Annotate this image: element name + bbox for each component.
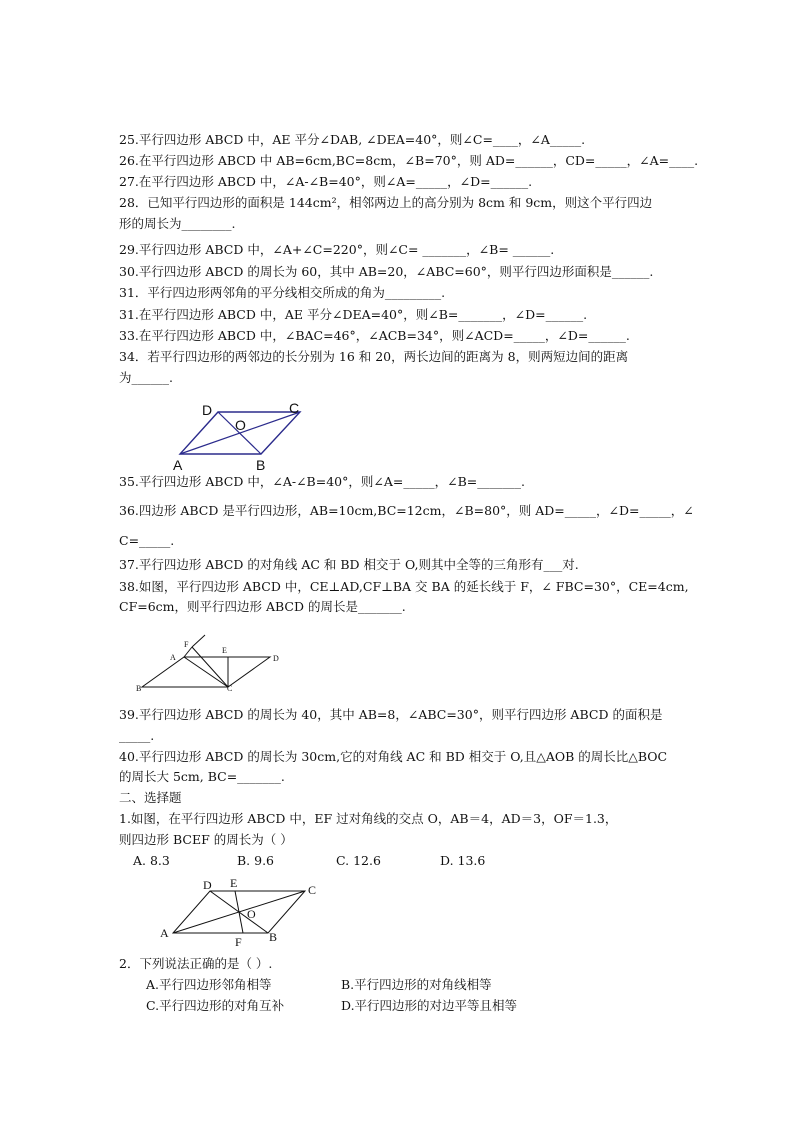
mc2-option-c: C.平行四边形的对角互补 xyxy=(146,998,285,1013)
mc1-option-c: C. 12.6 xyxy=(336,853,381,868)
label-f: F xyxy=(235,935,242,949)
mc1-option-a: A. 8.3 xyxy=(133,853,170,868)
question-28-line2: 形的周长为________. xyxy=(119,216,236,231)
label-c: C xyxy=(308,883,317,897)
question-30: 30.平行四边形 ABCD 的周长为 60，其中 AB=20，∠ABC=60°，则平行四边形面积是______. xyxy=(119,264,654,279)
label-b: B xyxy=(269,930,278,944)
label-a: A xyxy=(173,457,183,473)
label-f: F xyxy=(184,640,189,649)
question-40-line1: 40.平行四边形 ABCD 的周长为 30cm,它的对角线 AC 和 BD 相交于 O,且△AOB 的周长比△BOC xyxy=(119,749,668,764)
mc2-option-a: A.平行四边形邻角相等 xyxy=(146,977,272,992)
question-36-line2: C=_____. xyxy=(119,533,175,548)
mc2-option-d: D.平行四边形的对边平等且相等 xyxy=(341,998,518,1013)
mc1-line1: 1.如图，在平行四边形 ABCD 中，EF 过对角线的交点 O，AB＝4，AD＝3，OF＝1.3， xyxy=(119,811,618,826)
label-d: D xyxy=(202,402,213,418)
label-a: A xyxy=(160,926,169,940)
question-27: 27.在平行四边形 ABCD 中，∠A-∠B=40°，则∠A=_____，∠D=______. xyxy=(119,174,533,189)
label-b: B xyxy=(256,457,266,473)
label-c: C xyxy=(289,400,300,416)
question-34-line2: 为______. xyxy=(119,370,173,385)
question-28-line1: 28．已知平行四边形的面积是 144cm²，相邻两边上的高分别为 8cm 和 9cm，则这个平行四边 xyxy=(119,195,653,210)
mc1-option-b: B. 9.6 xyxy=(237,853,275,868)
question-38-line1: 38.如图，平行四边形 ABCD 中，CE⊥AD,CF⊥BA 交 BA 的延长线于 F，∠ FBC=30°，CE=4cm, xyxy=(119,579,689,594)
label-d: D xyxy=(203,878,212,892)
question-25: 25.平行四边形 ABCD 中，AE 平分∠DAB, ∠DEA=40°，则∠C=____，∠A_____. xyxy=(119,132,586,147)
label-a: A xyxy=(170,653,176,662)
question-26: 26.在平行四边形 ABCD 中 AB=6cm,BC=8cm，∠B=70°，则 AD=______，CD=_____，∠A=____. xyxy=(119,153,699,168)
figure-parallelogram-ef xyxy=(158,875,328,950)
label-b: B xyxy=(136,684,142,693)
question-36-line1: 36.四边形 ABCD 是平行四边形，AB=10cm,BC=12cm，∠B=80°，则 AD=_____，∠D=_____，∠ xyxy=(119,503,694,518)
question-31b: 31.在平行四边形 ABCD 中，AE 平分∠DEA=40°，则∠B=_______，∠D=______. xyxy=(119,307,588,322)
label-o: O xyxy=(235,417,246,433)
section-heading-choice: 二、选择题 xyxy=(119,790,182,805)
mc2-question: 2．下列说法正确的是（ ）. xyxy=(119,956,273,971)
label-c: C xyxy=(227,684,233,693)
question-40-line2: 的周长大 5cm, BC=_______. xyxy=(119,769,285,784)
label-o: O xyxy=(247,907,256,921)
question-33: 33.在平行四边形 ABCD 中，∠BAC=46°，∠ACB=34°，则∠ACD=_____，∠D=______. xyxy=(119,328,630,343)
label-e: E xyxy=(222,646,227,655)
question-39-line2: _____. xyxy=(119,728,155,743)
mc1-line2: 则四边形 BCEF 的周长为（ ） xyxy=(119,832,293,847)
figure-parallelogram-diagonals xyxy=(170,398,310,473)
question-29: 29.平行四边形 ABCD 中，∠A+∠C=220°，则∠C= _______，∠B= ______. xyxy=(119,242,555,257)
mc2-option-b: B.平行四边形的对角线相等 xyxy=(341,977,492,992)
label-e: E xyxy=(230,876,238,890)
figure-parallelogram-heights xyxy=(132,632,292,697)
question-34-line1: 34．若平行四边形的两邻边的长分别为 16 和 20，两长边间的距离为 8，则两短边间的距离 xyxy=(119,349,629,364)
question-35: 35.平行四边形 ABCD 中，∠A-∠B=40°，则∠A=_____，∠B=_______. xyxy=(119,474,525,489)
label-d: D xyxy=(273,654,279,663)
question-38-line2: CF=6cm，则平行四边形 ABCD 的周长是_______. xyxy=(119,599,406,614)
question-31a: 31．平行四边形两邻角的平分线相交所成的角为_________. xyxy=(119,285,446,300)
mc1-option-d: D. 13.6 xyxy=(440,853,486,868)
question-37: 37.平行四边形 ABCD 的对角线 AC 和 BD 相交于 O,则其中全等的三角形有___对. xyxy=(119,557,579,572)
question-39-line1: 39.平行四边形 ABCD 的周长为 40，其中 AB=8，∠ABC=30°，则平行四边形 ABCD 的面积是 xyxy=(119,707,663,722)
